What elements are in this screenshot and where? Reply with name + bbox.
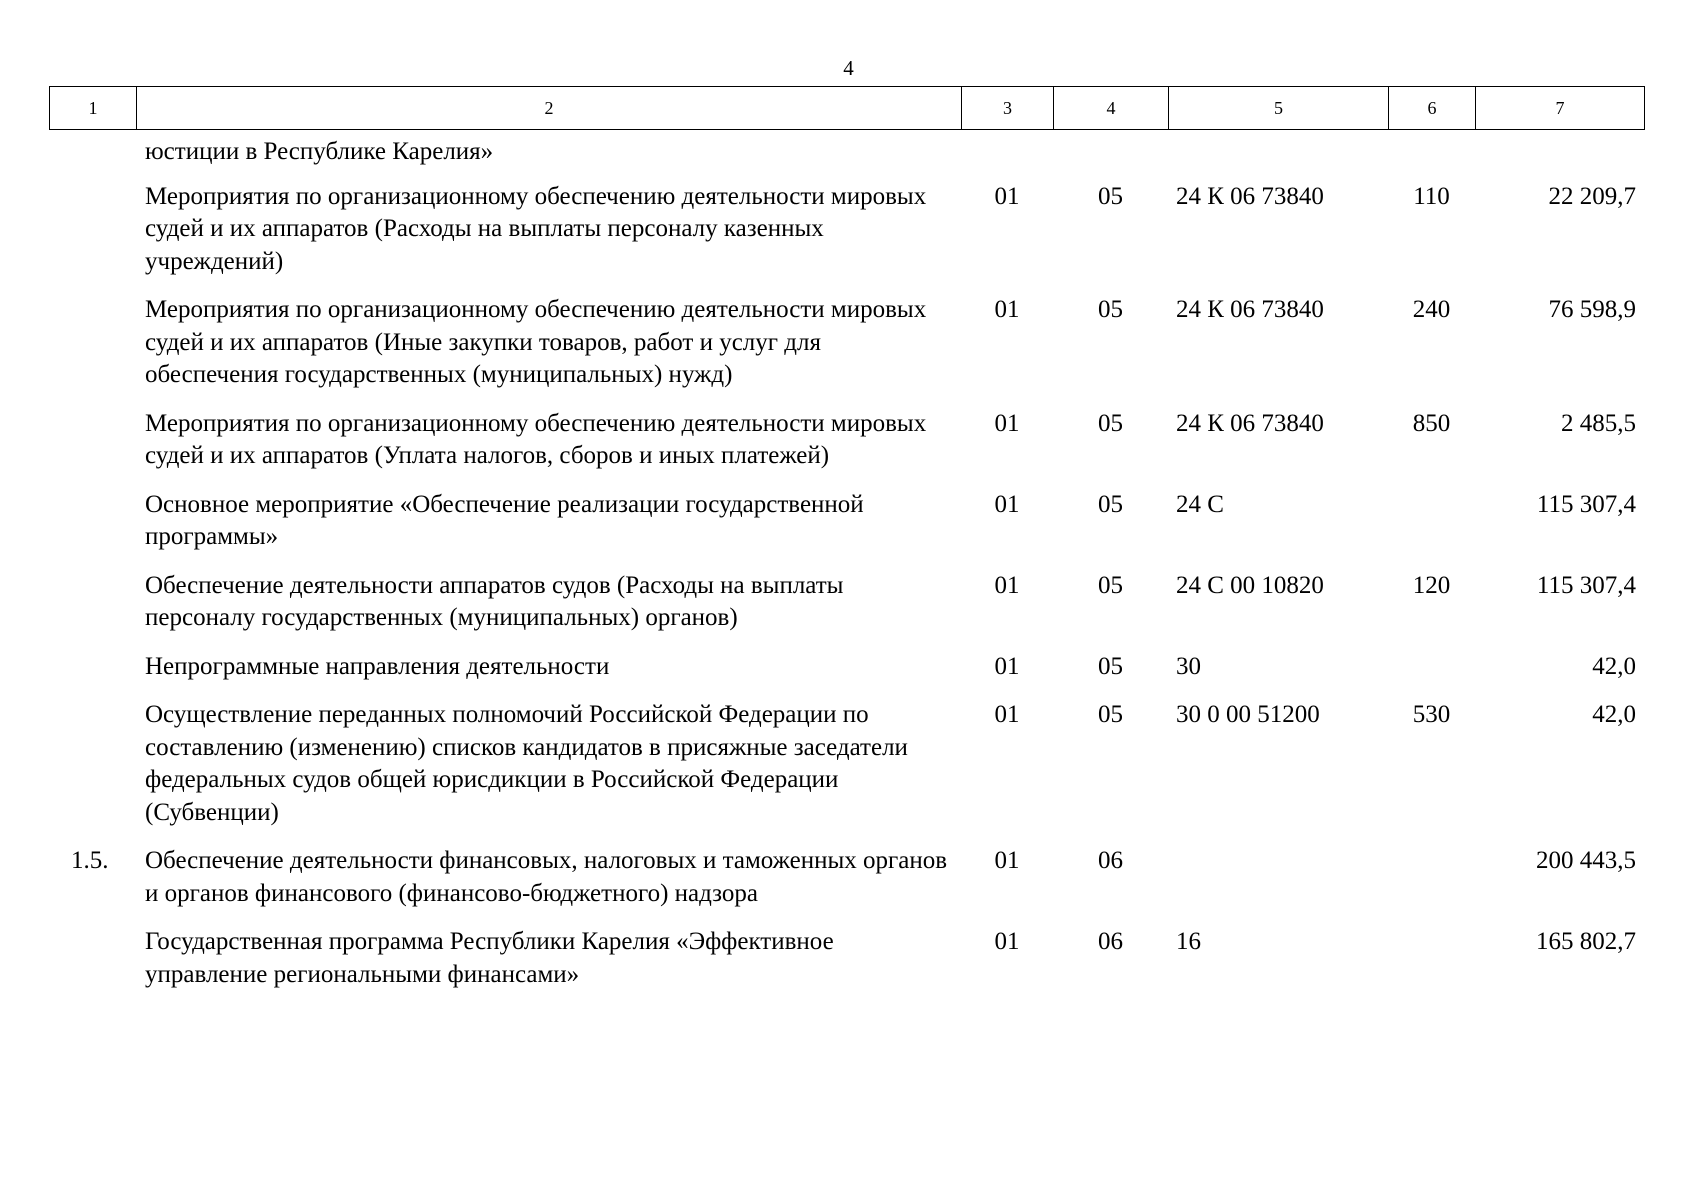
row-name: Основное мероприятие «Обеспечение реализации государственной программы» [145,490,864,550]
row-name: Мероприятия по организационному обеспечению деятельности мировых судей и их аппаратов (Иные закупки товаров, работ и услуг для обеспечения государственных (муниципальных) нужд) [145,296,927,388]
row-subsection-code: 06 [1098,847,1123,874]
row-section-code: 01 [994,928,1020,955]
row-amount: 42,0 [1592,701,1636,728]
table-row [49,181,1644,295]
row-target-code [1168,136,1388,181]
row-section-code: 01 [994,296,1020,323]
row-number [49,699,136,845]
row-amount: 22 209,7 [1548,182,1636,210]
column-header-table [49,86,1645,130]
row-expense-type [1388,136,1475,181]
table-row [49,489,1644,570]
row-subsection-code: 05 [1098,296,1123,323]
row-target-code: 24 К 06 73840 [1176,182,1324,210]
row-section-code: 01 [994,652,1020,680]
row-expense-type [1388,926,1475,1007]
page-number: 4 [843,56,854,80]
table-row [49,845,1644,926]
row-subsection-code: 06 [1098,928,1123,955]
row-section-code: 01 [994,847,1020,874]
row-name: Осуществление переданных полномочий Российской Федерации по составлению (изменению) списков кандидатов в присяжные заседатели федеральных судов общей юрисдикции в Российской Федерации (Субвенции) [145,701,908,826]
row-target-code: 24 С 00 10820 [1176,571,1324,599]
row-amount: 115 307,4 [1536,571,1636,599]
row-subsection-code [1053,136,1168,181]
row-expense-type: 240 [1412,296,1451,323]
row-expense-type: 530 [1412,701,1451,728]
row-expense-type: 110 [1413,182,1450,210]
table-row [49,294,1644,408]
row-number [49,651,136,700]
row-target-code: 30 0 00 51200 [1176,701,1320,728]
row-amount [1475,136,1644,181]
row-section-code [961,136,1053,181]
row-name: Государственная программа Республики Карелия «Эффективное управление региональными финансами» [145,928,834,988]
column-header-row [50,87,1645,130]
row-number: 1.5. [71,847,109,874]
row-subsection-code: 05 [1098,701,1123,728]
row-expense-type: 120 [1412,571,1451,599]
row-name: Обеспечение деятельности аппаратов судов (Расходы на выплаты персоналу государственных (муниципальных) органов) [145,571,844,631]
row-number [49,408,136,489]
row-section-code: 01 [994,182,1020,210]
row-number [49,181,136,295]
table-row [49,926,1644,1007]
table-row [49,136,1644,181]
budget-table [49,136,1644,1007]
row-number [49,570,136,651]
row-number [49,926,136,1007]
row-target-code [1168,845,1388,926]
row-subsection-code: 05 [1098,652,1123,680]
row-name: Непрограммные направления деятельности [145,652,610,680]
column-header-5: 5 [1169,87,1389,130]
column-header-2: 2 [137,87,962,130]
row-amount: 165 802,7 [1536,928,1636,955]
row-number [49,489,136,570]
column-header-3: 3 [962,87,1054,130]
row-number [49,136,136,181]
row-subsection-code: 05 [1098,182,1123,210]
row-amount: 115 307,4 [1536,490,1636,518]
row-section-code: 01 [994,701,1020,728]
row-amount: 2 485,5 [1561,409,1636,437]
column-header-7: 7 [1476,87,1645,130]
row-expense-type [1388,845,1475,926]
row-target-code: 30 [1176,652,1201,680]
row-target-code: 16 [1176,928,1201,955]
row-name: Мероприятия по организационному обеспечению деятельности мировых судей и их аппаратов (Расходы на выплаты персоналу казенных учреждений) [145,182,927,275]
column-header-1: 1 [50,87,137,130]
row-name: Обеспечение деятельности финансовых, налоговых и таможенных органов и органов финансового (финансово-бюджетного) надзора [145,847,948,907]
table-row [49,651,1644,700]
row-section-code: 01 [994,490,1020,518]
row-section-code: 01 [994,571,1020,599]
row-name: юстиции в Республике Карелия» [145,138,494,165]
row-expense-type [1388,651,1475,700]
row-amount: 200 443,5 [1536,847,1636,874]
row-subsection-code: 05 [1098,490,1123,518]
row-expense-type: 850 [1412,409,1451,437]
row-name: Мероприятия по организационному обеспечению деятельности мировых судей и их аппаратов (Уплата налогов, сборов и иных платежей) [145,409,927,469]
row-amount: 42,0 [1592,652,1636,680]
column-header-4: 4 [1054,87,1169,130]
row-subsection-code: 05 [1098,571,1123,599]
row-expense-type [1388,489,1475,570]
row-target-code: 24 К 06 73840 [1176,296,1324,323]
row-target-code: 24 С [1176,490,1224,518]
table-row [49,570,1644,651]
row-target-code: 24 К 06 73840 [1176,409,1324,437]
row-section-code: 01 [994,409,1020,437]
table-row [49,408,1644,489]
column-header-6: 6 [1389,87,1476,130]
table-row [49,699,1644,845]
row-subsection-code: 05 [1098,409,1123,437]
row-number [49,294,136,408]
row-amount: 76 598,9 [1548,296,1636,323]
